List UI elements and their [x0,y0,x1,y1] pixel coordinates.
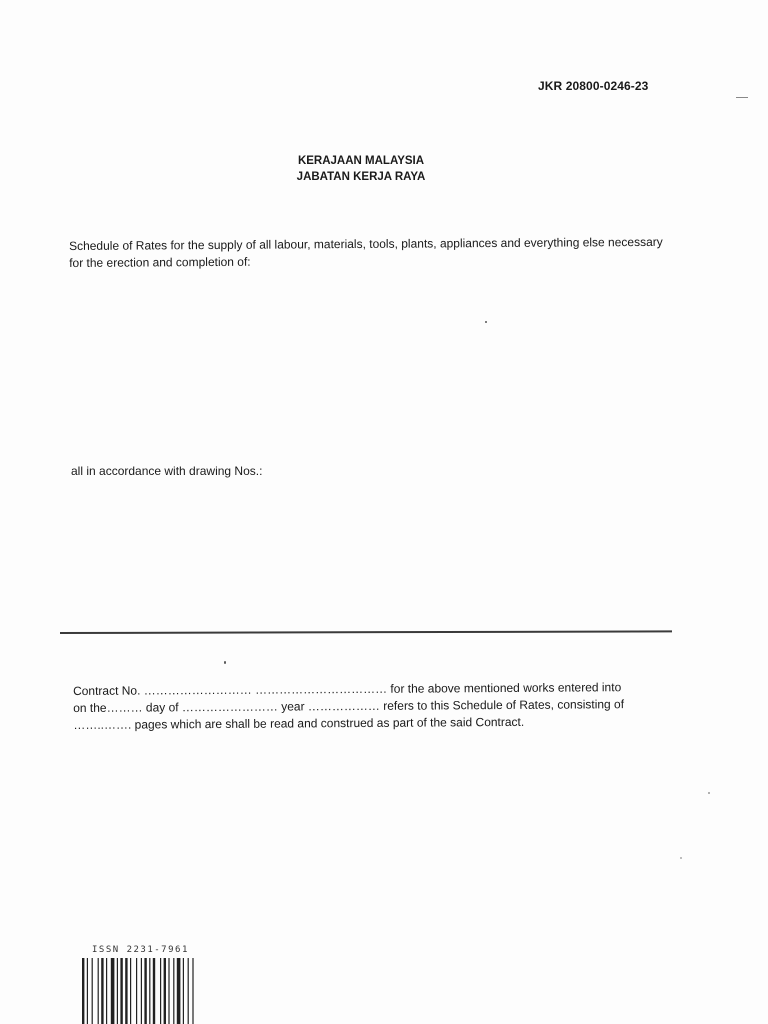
barcode-bar [192,958,193,1024]
barcode-bar [188,958,189,1024]
barcode-bar [144,958,146,1024]
barcode-bar [92,958,93,1024]
scan-speck [485,321,487,323]
barcode-bar [153,958,155,1024]
barcode-bar [120,958,122,1024]
barcode-graphic [80,958,198,1024]
barcode-bar [82,958,84,1024]
scan-speck [708,792,710,794]
heading-government: KERAJAAN MALAYSIA [297,155,425,167]
scan-speck [736,97,748,98]
barcode-bar [141,958,142,1024]
barcode-bar [101,958,103,1024]
barcode-bar [136,958,137,1024]
contract-line-3: ……..……. pages which are shall be read and construed as part of the said Contract. [73,714,525,732]
barcode-bar [98,958,99,1024]
barcode-bar [106,958,107,1024]
barcode-bar [117,958,118,1024]
issn-barcode [80,945,198,1024]
scan-speck [680,857,682,859]
barcode-bar [149,958,150,1024]
barcode-bar [177,958,181,1024]
heading-department: JABATAN KERJA RAYA [296,171,426,183]
section-divider [60,630,672,634]
drawing-numbers-label: all in accordance with drawing Nos.: [71,464,263,478]
barcode-bar [164,958,166,1024]
scan-speck [224,661,226,664]
contract-paragraph [73,679,673,734]
barcode-bar [125,958,127,1024]
barcode-bar [160,958,161,1024]
contract-line-2: on the……… day of …………………… year ……………… refers to this Schedule of Rates, consisting of [73,697,625,715]
document-reference-number: JKR 20800-0246-23 [538,79,649,93]
schedule-intro-paragraph: Schedule of Rates for the supply of all labour, materials, tools, plants, appliances and everything else necessary for the erection and completion of: [69,234,663,270]
barcode-bar [183,958,184,1024]
document-heading [250,153,472,185]
issn-number: ISSN 2231-7961 [92,945,189,955]
barcode-bar [111,958,115,1024]
barcode-bar [130,958,131,1024]
barcode-bar [173,958,174,1024]
barcode-bar [87,958,88,1024]
barcode-bar [168,958,169,1024]
contract-line-1: Contract No. ……………………… …………………………… for the above mentioned works entered into [73,680,622,698]
